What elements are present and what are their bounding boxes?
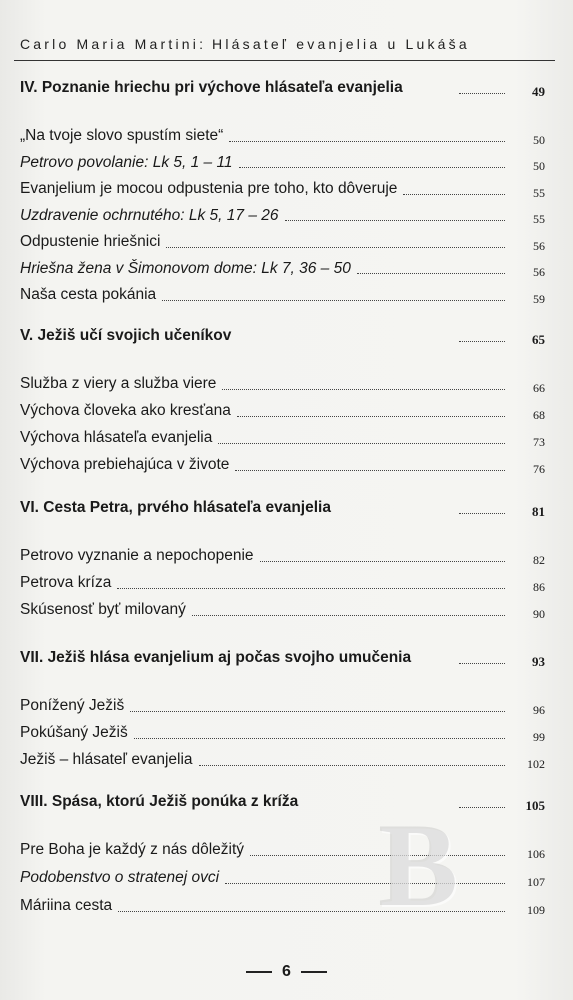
leader-dots (199, 765, 505, 766)
entry-page-number: 76 (533, 461, 545, 476)
entry-page-number: 109 (527, 902, 545, 917)
entry-page-number: 68 (533, 407, 545, 422)
toc-entry (20, 571, 545, 595)
entry-page-number: 73 (533, 434, 545, 449)
entry-title: Ponížený Ježiš (20, 697, 125, 714)
leader-dots (459, 663, 505, 664)
leader-dots (229, 141, 505, 142)
toc-entry (20, 694, 545, 718)
entry-title: Ježiš – hlásateľ evanjelia (20, 751, 193, 768)
entry-page-number: 55 (533, 212, 545, 226)
toc-entry (20, 151, 545, 175)
leader-dots (166, 247, 505, 248)
toc-entry (20, 748, 545, 772)
entry-title: Výchova človeka ako kresťana (20, 402, 231, 419)
running-header (20, 36, 553, 52)
chapter-title: IV. Poznanie hriechu pri výchove hlásateľa evanjelia (20, 79, 403, 96)
entry-title: Výchova prebiehajúca v živote (20, 456, 230, 473)
entry-page-number: 66 (533, 380, 545, 395)
toc-entry (20, 453, 545, 477)
entry-title: Petrovo povolanie: Lk 5, 1 – 11 (20, 153, 233, 171)
entry-page-number: 102 (527, 756, 545, 771)
entry-title: Skúsenosť byť milovaný (20, 601, 186, 618)
entry-title: Pokúšaný Ježiš (20, 724, 128, 741)
entry-page-number: 55 (533, 185, 545, 200)
entry-title: „Na tvoje slovo spustím siete“ (20, 127, 224, 144)
footer-dash-left (246, 971, 272, 973)
toc-entry (20, 426, 545, 450)
chapter-heading (20, 324, 545, 348)
leader-dots (237, 416, 505, 417)
toc-entry (20, 204, 545, 228)
chapter-heading (20, 496, 545, 520)
chapter-heading (20, 76, 545, 100)
toc-entry (20, 177, 545, 201)
chapter-heading (20, 790, 545, 814)
entry-page-number: 106 (527, 846, 545, 861)
entry-page-number: 59 (533, 291, 545, 306)
leader-dots (459, 513, 505, 514)
chapter-title: VII. Ježiš hlása evanjelium aj počas svojho umučenia (20, 649, 412, 666)
leader-dots (192, 615, 505, 616)
header-book-title: Hlásateľ evanjelia u Lukáša (212, 36, 470, 52)
entry-title: Pre Boha je každý z nás dôležitý (20, 841, 245, 858)
toc-entry (20, 721, 545, 745)
chapter-title: VI. Cesta Petra, prvého hlásateľa evanjelia (20, 499, 331, 516)
entry-page-number: 99 (533, 729, 545, 744)
footer-dash-right (301, 971, 327, 973)
entry-title: Máriina cesta (20, 897, 113, 914)
chapter-page-number: 49 (532, 84, 545, 99)
toc-entry (20, 372, 545, 396)
leader-dots (459, 93, 505, 94)
toc-entry (20, 230, 545, 254)
leader-dots (357, 273, 505, 274)
chapter-page-number: 65 (532, 332, 545, 347)
toc-entry (20, 124, 545, 148)
leader-dots (117, 588, 505, 589)
header-separator: : (199, 36, 205, 52)
entry-title: Petrova kríza (20, 574, 112, 591)
entry-title: Evanjelium je mocou odpustenia pre toho, kto dôveruje (20, 180, 398, 197)
header-author: Carlo Maria Martini (20, 36, 200, 52)
entry-page-number: 107 (527, 874, 545, 889)
leader-dots (285, 220, 505, 221)
chapter-page-number: 81 (532, 504, 545, 519)
entry-title: Uzdravenie ochrnutého: Lk 5, 17 – 26 (20, 206, 279, 224)
leader-dots (134, 738, 505, 739)
toc-entry (20, 598, 545, 622)
entry-page-number: 96 (533, 702, 545, 717)
toc-entry (20, 399, 545, 423)
entry-title: Výchova hlásateľa evanjelia (20, 429, 213, 446)
leader-dots (459, 341, 505, 342)
leader-dots (130, 711, 505, 712)
entry-page-number: 90 (533, 606, 545, 621)
watermark-logo: B (378, 798, 459, 931)
chapter-title: V. Ježiš učí svojich učeníkov (20, 327, 232, 344)
leader-dots (459, 807, 505, 808)
entry-page-number: 50 (533, 132, 545, 147)
chapter-page-number: 93 (532, 654, 545, 669)
entry-title: Naša cesta pokánia (20, 286, 157, 303)
leader-dots (403, 194, 505, 195)
entry-page-number: 82 (533, 552, 545, 567)
toc-entry (20, 257, 545, 281)
toc-entry (20, 544, 545, 568)
leader-dots (239, 167, 505, 168)
entry-page-number: 50 (533, 159, 545, 173)
chapter-title: VIII. Spása, ktorú Ježiš ponúka z kríža (20, 793, 299, 810)
entry-page-number: 56 (533, 238, 545, 253)
entry-title: Služba z viery a služba viere (20, 375, 217, 392)
leader-dots (162, 300, 505, 301)
header-rule (14, 60, 555, 61)
leader-dots (218, 443, 505, 444)
entry-title: Podobenstvo o stratenej ovci (20, 869, 220, 886)
entry-page-number: 56 (533, 265, 545, 279)
entry-page-number: 86 (533, 579, 545, 594)
page-footer (0, 963, 573, 981)
leader-dots (235, 470, 505, 471)
toc-entry (20, 283, 545, 307)
page-number: 6 (282, 963, 291, 980)
leader-dots (222, 389, 505, 390)
entry-title: Hriešna žena v Šimonovom dome: Lk 7, 36 – 50 (20, 259, 351, 277)
chapter-page-number: 105 (525, 798, 545, 813)
entry-title: Petrovo vyznanie a nepochopenie (20, 547, 254, 564)
chapter-heading (20, 646, 545, 670)
entry-title: Odpustenie hriešnici (20, 233, 161, 250)
leader-dots (260, 561, 505, 562)
